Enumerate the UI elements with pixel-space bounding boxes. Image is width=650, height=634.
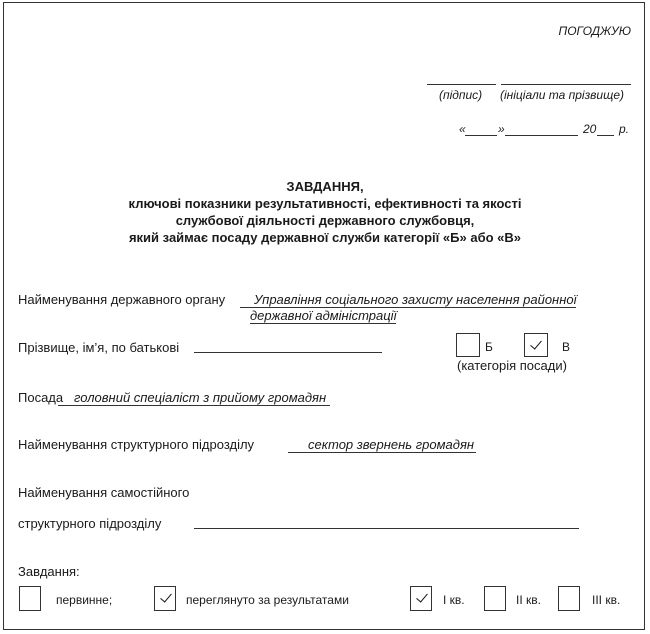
title-line-3: службової діяльності державного службовця, xyxy=(175,213,475,228)
reviewed-checkbox[interactable] xyxy=(154,586,176,611)
position-value[interactable]: головний спеціаліст з прийому громадян xyxy=(58,390,330,406)
org-label: Найменування державного органу xyxy=(18,292,226,307)
unit-value[interactable]: сектор звернень громадян xyxy=(288,437,476,453)
signature-caption: (підпис) xyxy=(439,88,483,102)
category-b-label: Б xyxy=(485,340,493,354)
category-b-checkbox[interactable] xyxy=(456,333,480,357)
tasks-label: Завдання: xyxy=(18,564,80,579)
reviewed-label: переглянуто за результатами xyxy=(186,593,349,607)
position-label: Посада xyxy=(18,390,64,405)
date-year-suffix: р. xyxy=(619,122,630,136)
q2-checkbox[interactable] xyxy=(484,586,506,611)
date-open-quote: « xyxy=(459,122,466,136)
signature-line[interactable] xyxy=(427,84,496,85)
org-value-line-2[interactable]: державної адміністрації xyxy=(250,308,397,323)
q1-checkbox[interactable] xyxy=(410,586,432,611)
date-day-line[interactable] xyxy=(465,135,497,136)
independent-unit-label-line-1: Найменування самостійного xyxy=(18,485,190,500)
date-month-line[interactable] xyxy=(505,135,578,136)
q3-checkbox[interactable] xyxy=(558,586,580,611)
initials-line[interactable] xyxy=(501,84,631,85)
initial-checkbox[interactable] xyxy=(19,586,41,611)
document-title xyxy=(0,178,650,246)
category-v-checkbox[interactable] xyxy=(524,333,548,357)
category-caption: (категорія посади) xyxy=(457,358,567,373)
approve-label: ПОГОДЖУЮ xyxy=(558,24,631,38)
name-field[interactable] xyxy=(194,352,382,353)
title-line-2: ключові показники результативності, ефективності та якості xyxy=(128,196,522,211)
independent-unit-field[interactable] xyxy=(194,528,579,529)
q1-label: І кв. xyxy=(443,593,465,607)
q3-label: ІІІ кв. xyxy=(592,593,621,607)
initial-label: первинне; xyxy=(56,593,113,607)
category-v-label: В xyxy=(562,340,571,354)
unit-label: Найменування структурного підрозділу xyxy=(18,437,255,452)
independent-unit-label-line-2: структурного підрозділу xyxy=(18,516,162,531)
title-line-4: який займає посаду державної служби категорії «Б» або «В» xyxy=(128,230,522,245)
title-line-1: ЗАВДАННЯ, xyxy=(286,179,364,194)
date-year-prefix: 20 xyxy=(583,122,597,136)
date-close-quote: » xyxy=(498,122,505,136)
name-label: Прізвище, ім’я, по батькові xyxy=(18,340,180,355)
org-value-line-1[interactable]: Управління соціального захисту населення районної xyxy=(240,292,576,308)
date-year-line[interactable] xyxy=(597,135,614,136)
q2-label: ІІ кв. xyxy=(516,593,541,607)
initials-caption: (ініціали та прізвище) xyxy=(500,88,624,102)
